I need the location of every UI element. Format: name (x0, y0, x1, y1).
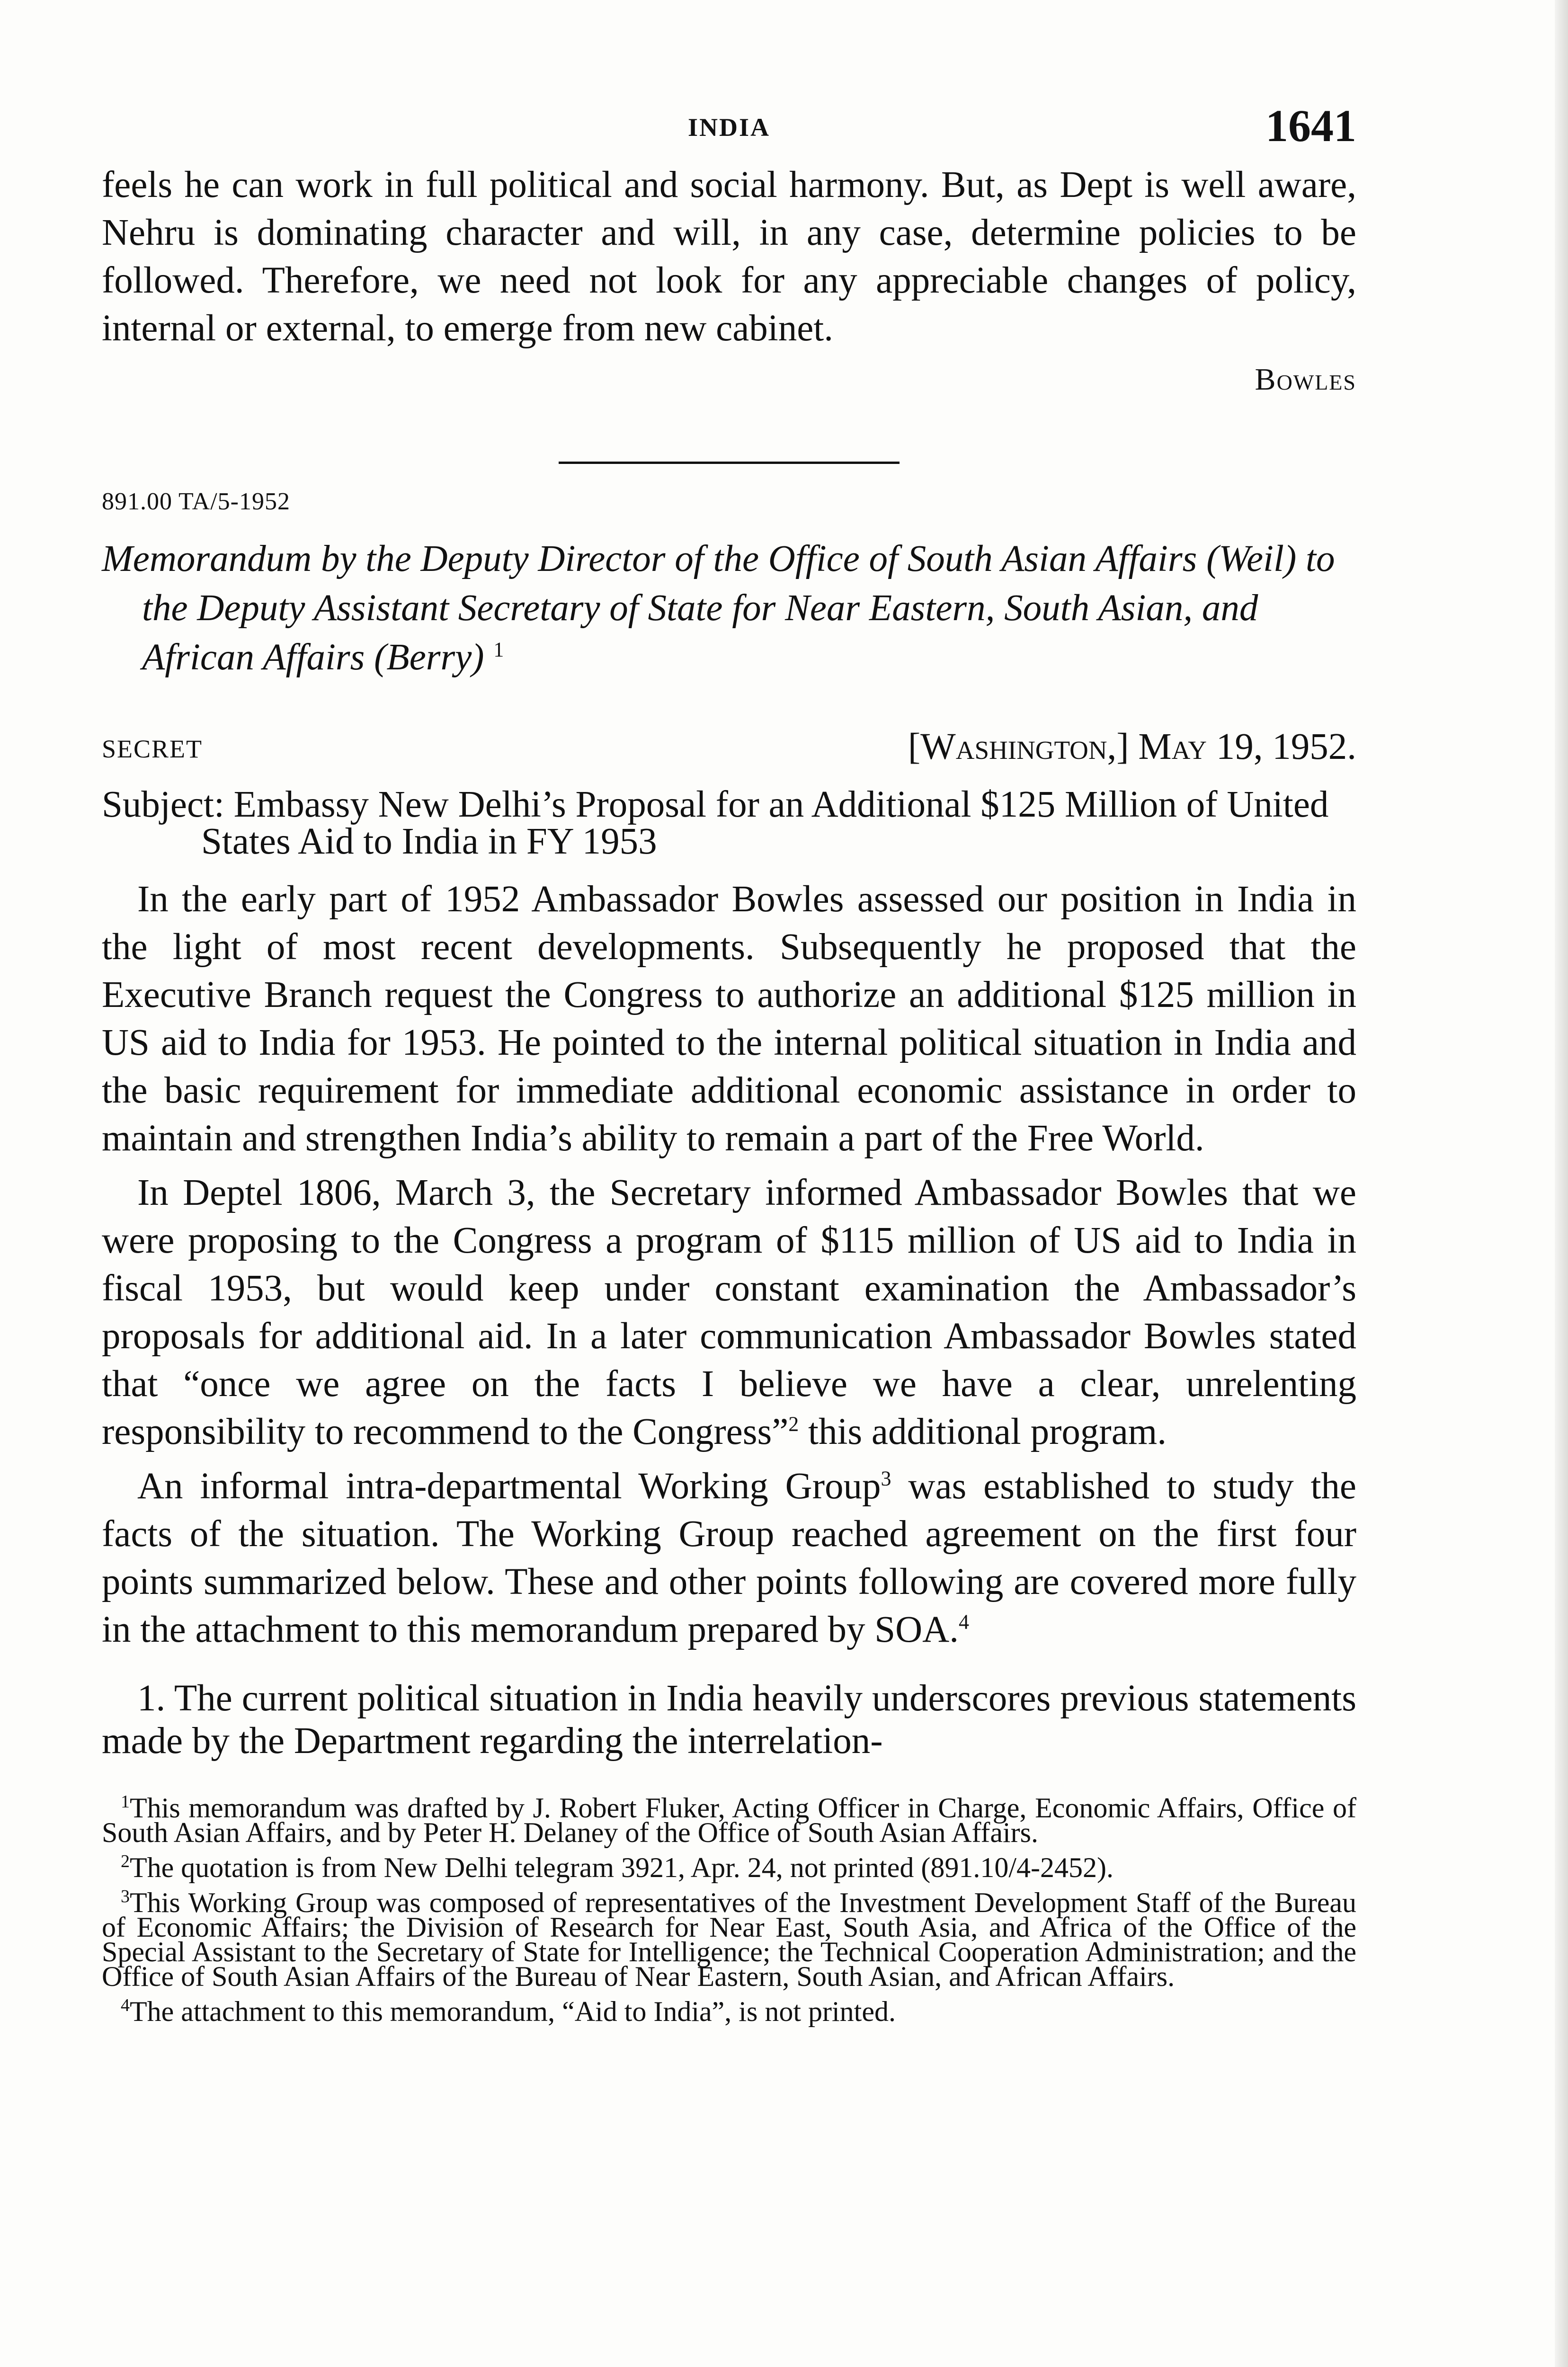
footnote-text: This Working Group was composed of representatives of the Investment Development Staff of the Bureau of Economic Affairs; the Division of Research for Near East, South Asia, and Africa of the Office of the Special Assistant to the Secretary of State for Intelligence; the Technical Cooperation Administration; and the Office of South Asian Affairs of the Bureau of Near Eastern, South Asian, and African Affairs. (102, 1887, 1356, 1992)
paragraph-text: was established to study the facts of the situation. The Working Group reached agreement on the first four points summarized below. These and other points following are covered more fully in the attachment to this memorandum prepared by SOA. (102, 1466, 1356, 1650)
footnotes (102, 1792, 1356, 2027)
page-number: 1641 (1265, 100, 1356, 151)
paragraph-text: In Deptel 1806, March 3, the Secretary informed Ambassador Bowles that we were proposing to the Congress a program of $115 million of US aid to India in fiscal 1953, but would keep under constant examination the Ambassador’s proposals for additional aid. In a later communication Ambassador Bowles stated that “once we agree on the facts I believe we have a clear, unrelenting responsibility to recommend to the Congress” (102, 1172, 1356, 1452)
subject-line: Subject: Embassy New Delhi’s Proposal for an Additional $125 Million of United States Aid to India in FY 1953 (102, 784, 1329, 862)
footnote-mark: 2 (121, 1851, 130, 1871)
footnote-text: This memorandum was drafted by J. Robert Fluker, Acting Officer in Charge, Economic Affairs, Office of South Asian Affairs, and by Peter H. Delaney of the Office of South Asian Affairs. (102, 1792, 1356, 1848)
classification: SECRET (102, 735, 203, 763)
footnote (102, 1886, 1356, 1992)
footnote-text: The attachment to this memorandum, “Aid to India”, is not printed. (130, 1996, 896, 2027)
footnote (102, 1792, 1356, 1848)
signature: Bowles (1255, 362, 1356, 397)
file-number: 891.00 TA/5-1952 (102, 488, 290, 515)
footnote-ref-1: 1 (493, 638, 504, 661)
footnote-mark: 1 (121, 1792, 130, 1812)
footnote-text: The quotation is from New Delhi telegram 3921, Apr. 24, not printed (891.10/4-2452). (130, 1852, 1114, 1883)
paragraph: In the early part of 1952 Ambassador Bowles assessed our position in India in the light of most recent developments. Subsequently he proposed that the Executive Branch request the Congress to authorize an additional $125 million in US aid to India for 1953. He pointed to the internal political situation in India and the basic requirement for immediate additional economic assistance in order to maintain and strengthen India’s ability to remain a part of the Free World. (102, 879, 1356, 1159)
running-head: INDIA (687, 113, 771, 142)
page-header (102, 99, 1356, 161)
numbered-point: 1. The current political situation in India heavily underscores previous statements made by the Department regarding the interrelation- (102, 1678, 1356, 1762)
continuation-paragraph: feels he can work in full political and social harmony. But, as Dept is well aware, Nehru is dominating character and will, in any case, determine policies to be followed. Therefore, we need not look for any appreciable changes of policy, internal or external, to emerge from new cabinet. (102, 164, 1356, 349)
page-edge (1555, 0, 1568, 2367)
document-title-text: Memorandum by the Deputy Director of the Office of South Asian Affairs (Weil) to the Deputy Assistant Secretary of State for Near Eastern, South Asian, and African Affairs (Berry) (102, 538, 1335, 678)
document-page (102, 99, 1356, 2034)
footnote-ref-4: 4 (958, 1610, 969, 1634)
section-divider (559, 462, 900, 464)
paragraph (102, 1169, 1356, 1456)
footnote-ref-2: 2 (788, 1412, 799, 1436)
document-title (102, 534, 1356, 682)
paragraph (102, 1462, 1356, 1654)
footnote-ref-3: 3 (881, 1467, 891, 1490)
paragraph-text: this additional program. (799, 1411, 1167, 1452)
paragraph-text: An informal intra-departmental Working Group (137, 1466, 881, 1507)
dateline-row (102, 726, 1356, 773)
footnote-mark: 3 (121, 1886, 130, 1906)
footnote (102, 1995, 1356, 2027)
footnote (102, 1851, 1356, 1883)
memo-body (102, 875, 1356, 1762)
dateline: [Washington,] May 19, 1952. (908, 726, 1356, 767)
footnote-mark: 4 (121, 1995, 130, 2015)
